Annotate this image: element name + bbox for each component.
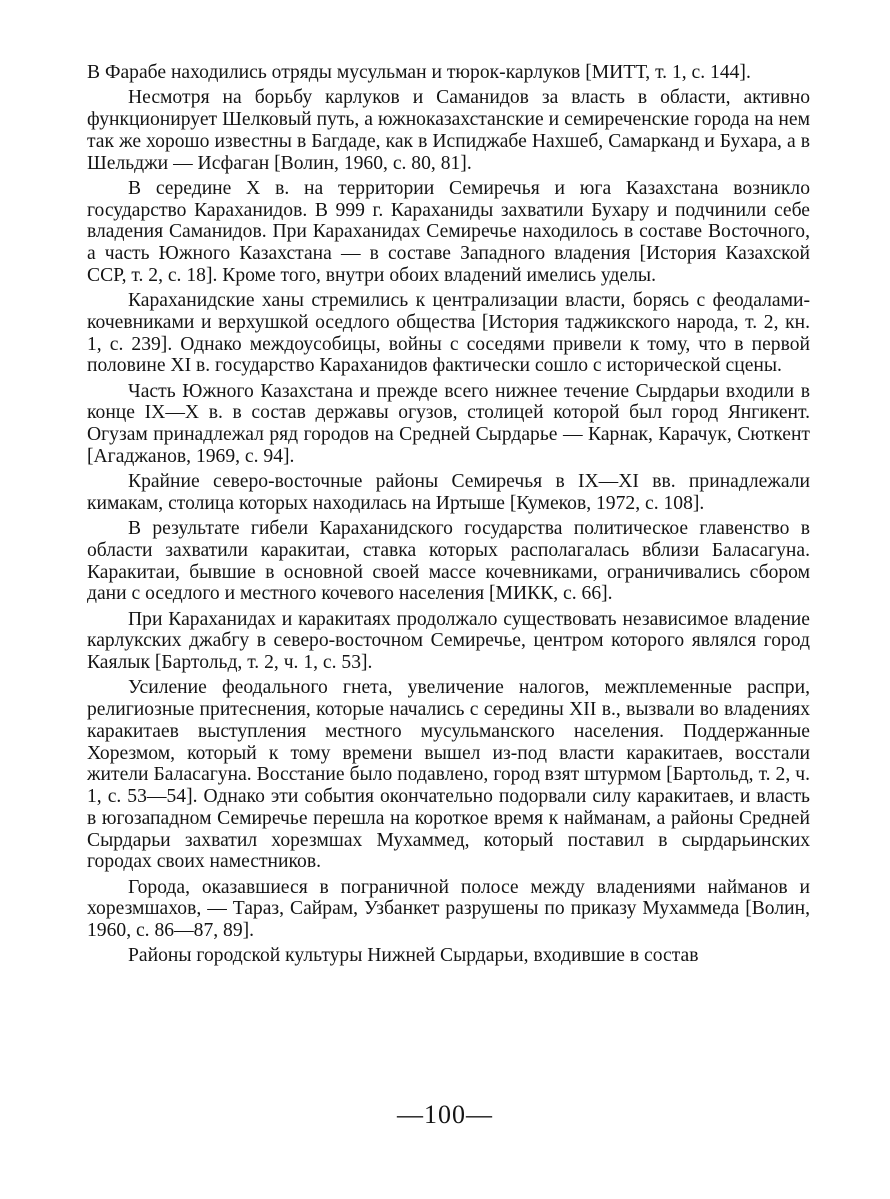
paragraph: В Фарабе находились отряды мусульман и тюрок-карлуков [МИТТ, т. 1, с. 144].	[87, 62, 751, 83]
paragraph: В результате гибели Караханидского государства политическое главенство в области захватили каракитаи, ставка которых располагалась вблизи Баласагуна. Каракитаи, бывшие в основной своей массе кочевниками, ограничивались сбором дани с оседлого и местного кочевого населения [МИКК, с. 66].	[87, 518, 810, 605]
paragraph: В середине X в. на территории Семиречья и юга Казахстана возникло государство Караханидов. В 999 г. Караханиды захватили Бухару и подчинили себе владения Саманидов. При Караханидах Семиречье находилось в составе Восточного, а часть Южного Казахстана — в составе Западного владения [История Казахской ССР, т. 2, с. 18]. Кроме того, внутри обоих владений имелись уделы.	[87, 177, 810, 286]
paragraph: Города, оказавшиеся в пограничной полосе между владениями найманов и хорезмшахов, — Тараз, Сайрам, Узбанкет разрушены по приказу Мухаммеда [Волин, 1960, с. 86—87, 89].	[87, 876, 810, 941]
paragraph: Несмотря на борьбу карлуков и Саманидов за власть в области, активно функционирует Шелковый путь, а южноказахстанские и семиреченские города на нем так же хорошо известны в Багдаде, как в Испиджабе Нахшеб, Самарканд и Бухара, а в Шельджи — Исфаган [Волин, 1960, с. 80, 81].	[87, 87, 810, 174]
paragraph: Районы городской культуры Нижней Сырдарьи, входившие в состав	[128, 945, 699, 967]
paragraph: Крайние северо-восточные районы Семиречья в IX—XI вв. принадлежали кимакам, столица которых находилась на Иртыше [Кумеков, 1972, с. 108].	[87, 471, 810, 514]
paragraph: Усиление феодального гнета, увеличение налогов, межплеменные распри, религиозные притеснения, которые начались с середины XII в., вызвали во владениях каракитаев выступления местного мусульманского населения. Поддержанные Хорезмом, который к тому времени вышел из-под власти каракитаев, восстали жители Баласагуна. Восстание было подавлено, город взят штурмом [Бартольд, т. 2, ч. 1, с. 53—54]. Однако эти события окончательно подорвали силу каракитаев, и власть в югозападном Семиречье перешла на короткое время к найманам, а районы Средней Сырдарьи захватил хорезмшах Мухаммед, который поставил в сырдарьинских городах своих наместников.	[87, 677, 810, 873]
page-number: —100—	[397, 1100, 493, 1129]
paragraph: Караханидские ханы стремились к централизации власти, борясь с феодалами-кочевниками и верхушкой оседлого общества [История таджикского народа, т. 2, кн. 1, с. 239]. Однако междоусобицы, войны с соседями привели к тому, что в первой половине XI в. государство Караханидов фактически сошло с исторической сцены.	[87, 290, 810, 377]
page-body	[87, 62, 810, 971]
paragraph: Часть Южного Казахстана и прежде всего нижнее течение Сырдарьи входили в конце IX—X в. в состав державы огузов, столицей которой был город Янгикент. Огузам принадлежал ряд городов на Средней Сырдарье — Карнак, Карачук, Сюткент [Агаджанов, 1969, с. 94].	[87, 380, 810, 467]
paragraph: При Караханидах и каракитаях продолжало существовать независимое владение карлукских джабгу в северо-восточном Семиречье, центром которого являлся город Каялык [Бартольд, т. 2, ч. 1, с. 53].	[87, 608, 810, 673]
